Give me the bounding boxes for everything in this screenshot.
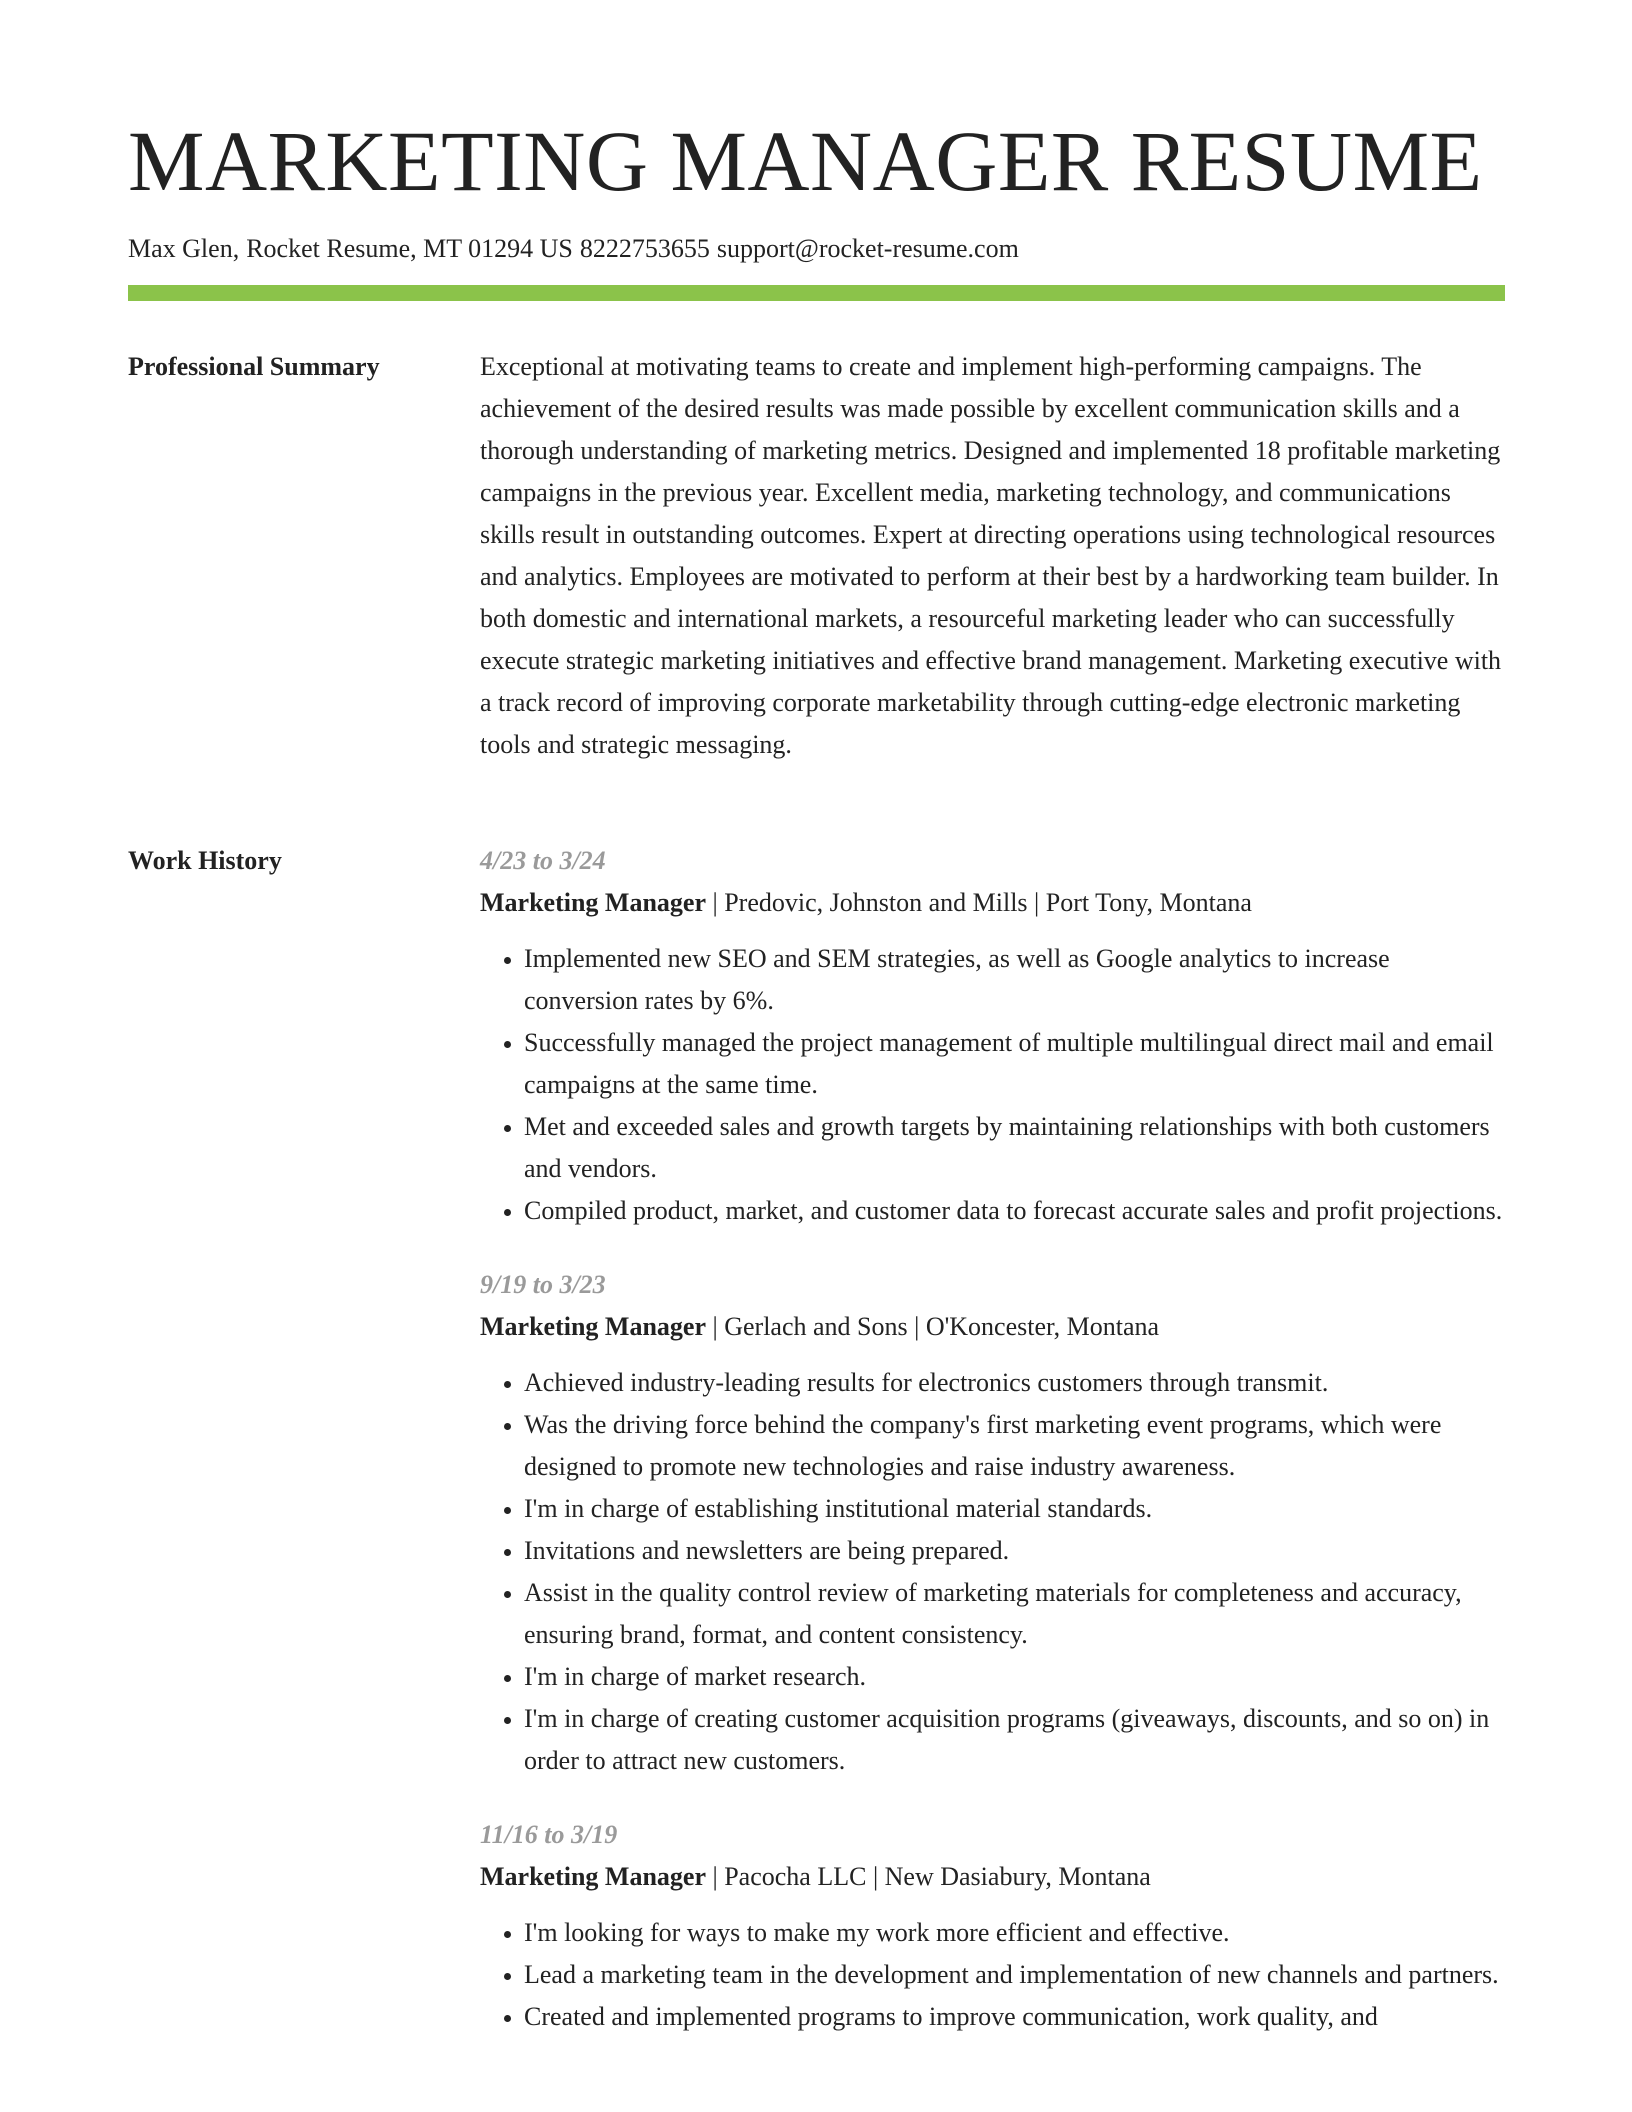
accent-divider bbox=[128, 285, 1505, 301]
summary-text: Exceptional at motivating teams to create and implement high-performing campaigns. The achievement of the desired results was made possible by excellent communication skills and a thorough understanding of marketing metrics. Designed and implemented 18 profitable marketing campaigns in the previous year. Excellent media, marketing technology, and communications skills result in outstanding outcomes. Expert at directing operations using technological resources and analytics. Employees are motivated to perform at their best by a hardworking team builder. In both domestic and international markets, a resourceful marketing leader who can successfully execute strategic marketing initiatives and effective brand management. Marketing executive with a track record of improving corporate marketability through cutting-edge electronic marketing tools and strategic messaging. bbox=[480, 352, 1502, 759]
work-history-body bbox=[480, 840, 1505, 2070]
job-company-location: | Gerlach and Sons | O'Koncester, Montana bbox=[706, 1312, 1160, 1341]
list-item: • Successfully managed the project management of multiple multilingual direct mail and email campaigns at the same time. bbox=[524, 1022, 1505, 1106]
section-label-work-history: Work History bbox=[128, 846, 282, 875]
list-item: • I'm in charge of creating customer acquisition programs (giveaways, discounts, and so on) in order to attract new customers. bbox=[524, 1698, 1505, 1782]
contact-name: Max Glen, bbox=[128, 234, 240, 263]
list-item: • Met and exceeded sales and growth targets by maintaining relationships with both customers and vendors. bbox=[524, 1106, 1505, 1190]
list-item: • Implemented new SEO and SEM strategies, as well as Google analytics to increase conversion rates by 6%. bbox=[524, 938, 1505, 1022]
job-heading bbox=[480, 882, 1505, 924]
list-item: • I'm looking for ways to make my work more efficient and effective. bbox=[524, 1912, 1505, 1954]
job-title: Marketing Manager bbox=[480, 888, 707, 917]
list-item: • Created and implemented programs to improve communication, work quality, and bbox=[524, 1996, 1505, 2038]
list-item: • I'm in charge of market research. bbox=[524, 1656, 1505, 1698]
contact-phone: 8222753655 bbox=[579, 234, 710, 263]
summary-body bbox=[480, 346, 1505, 766]
job-entry bbox=[480, 840, 1505, 1232]
job-company-location: | Pacocha LLC | New Dasiabury, Montana bbox=[706, 1862, 1151, 1891]
job-heading bbox=[480, 1856, 1505, 1898]
list-item: • Assist in the quality control review of marketing materials for completeness and accuracy, ensuring brand, format, and content consistency. bbox=[524, 1572, 1505, 1656]
contact-address: Rocket Resume, MT 01294 US bbox=[246, 234, 573, 263]
job-bullet-list bbox=[480, 1362, 1505, 1782]
list-item: • Compiled product, market, and customer data to forecast accurate sales and profit projections. bbox=[524, 1190, 1505, 1232]
job-entry bbox=[480, 1814, 1505, 2038]
job-entry bbox=[480, 1264, 1505, 1782]
section-label-summary: Professional Summary bbox=[128, 352, 380, 381]
job-bullet-list bbox=[480, 938, 1505, 1232]
job-bullet-list bbox=[480, 1912, 1505, 2038]
job-title: Marketing Manager bbox=[480, 1312, 707, 1341]
job-heading bbox=[480, 1306, 1505, 1348]
job-dates: 11/16 to 3/19 bbox=[480, 1820, 618, 1849]
job-dates: 4/23 to 3/24 bbox=[480, 846, 606, 875]
contact-email[interactable]: support@rocket-resume.com bbox=[716, 234, 1019, 263]
list-item: • Invitations and newsletters are being prepared. bbox=[524, 1530, 1505, 1572]
job-title: Marketing Manager bbox=[480, 1862, 707, 1891]
list-item: • Was the driving force behind the company's first marketing event programs, which were designed to promote new technologies and raise industry awareness. bbox=[524, 1404, 1505, 1488]
list-item: • I'm in charge of establishing institutional material standards. bbox=[524, 1488, 1505, 1530]
job-company-location: | Predovic, Johnston and Mills | Port Tony, Montana bbox=[706, 888, 1252, 917]
list-item: • Achieved industry-leading results for electronics customers through transmit. bbox=[524, 1362, 1505, 1404]
contact-line bbox=[128, 234, 1019, 264]
job-dates: 9/19 to 3/23 bbox=[480, 1270, 606, 1299]
list-item: • Lead a marketing team in the development and implementation of new channels and partners. bbox=[524, 1954, 1505, 1996]
page-title: MARKETING MANAGER RESUME bbox=[128, 113, 1483, 209]
